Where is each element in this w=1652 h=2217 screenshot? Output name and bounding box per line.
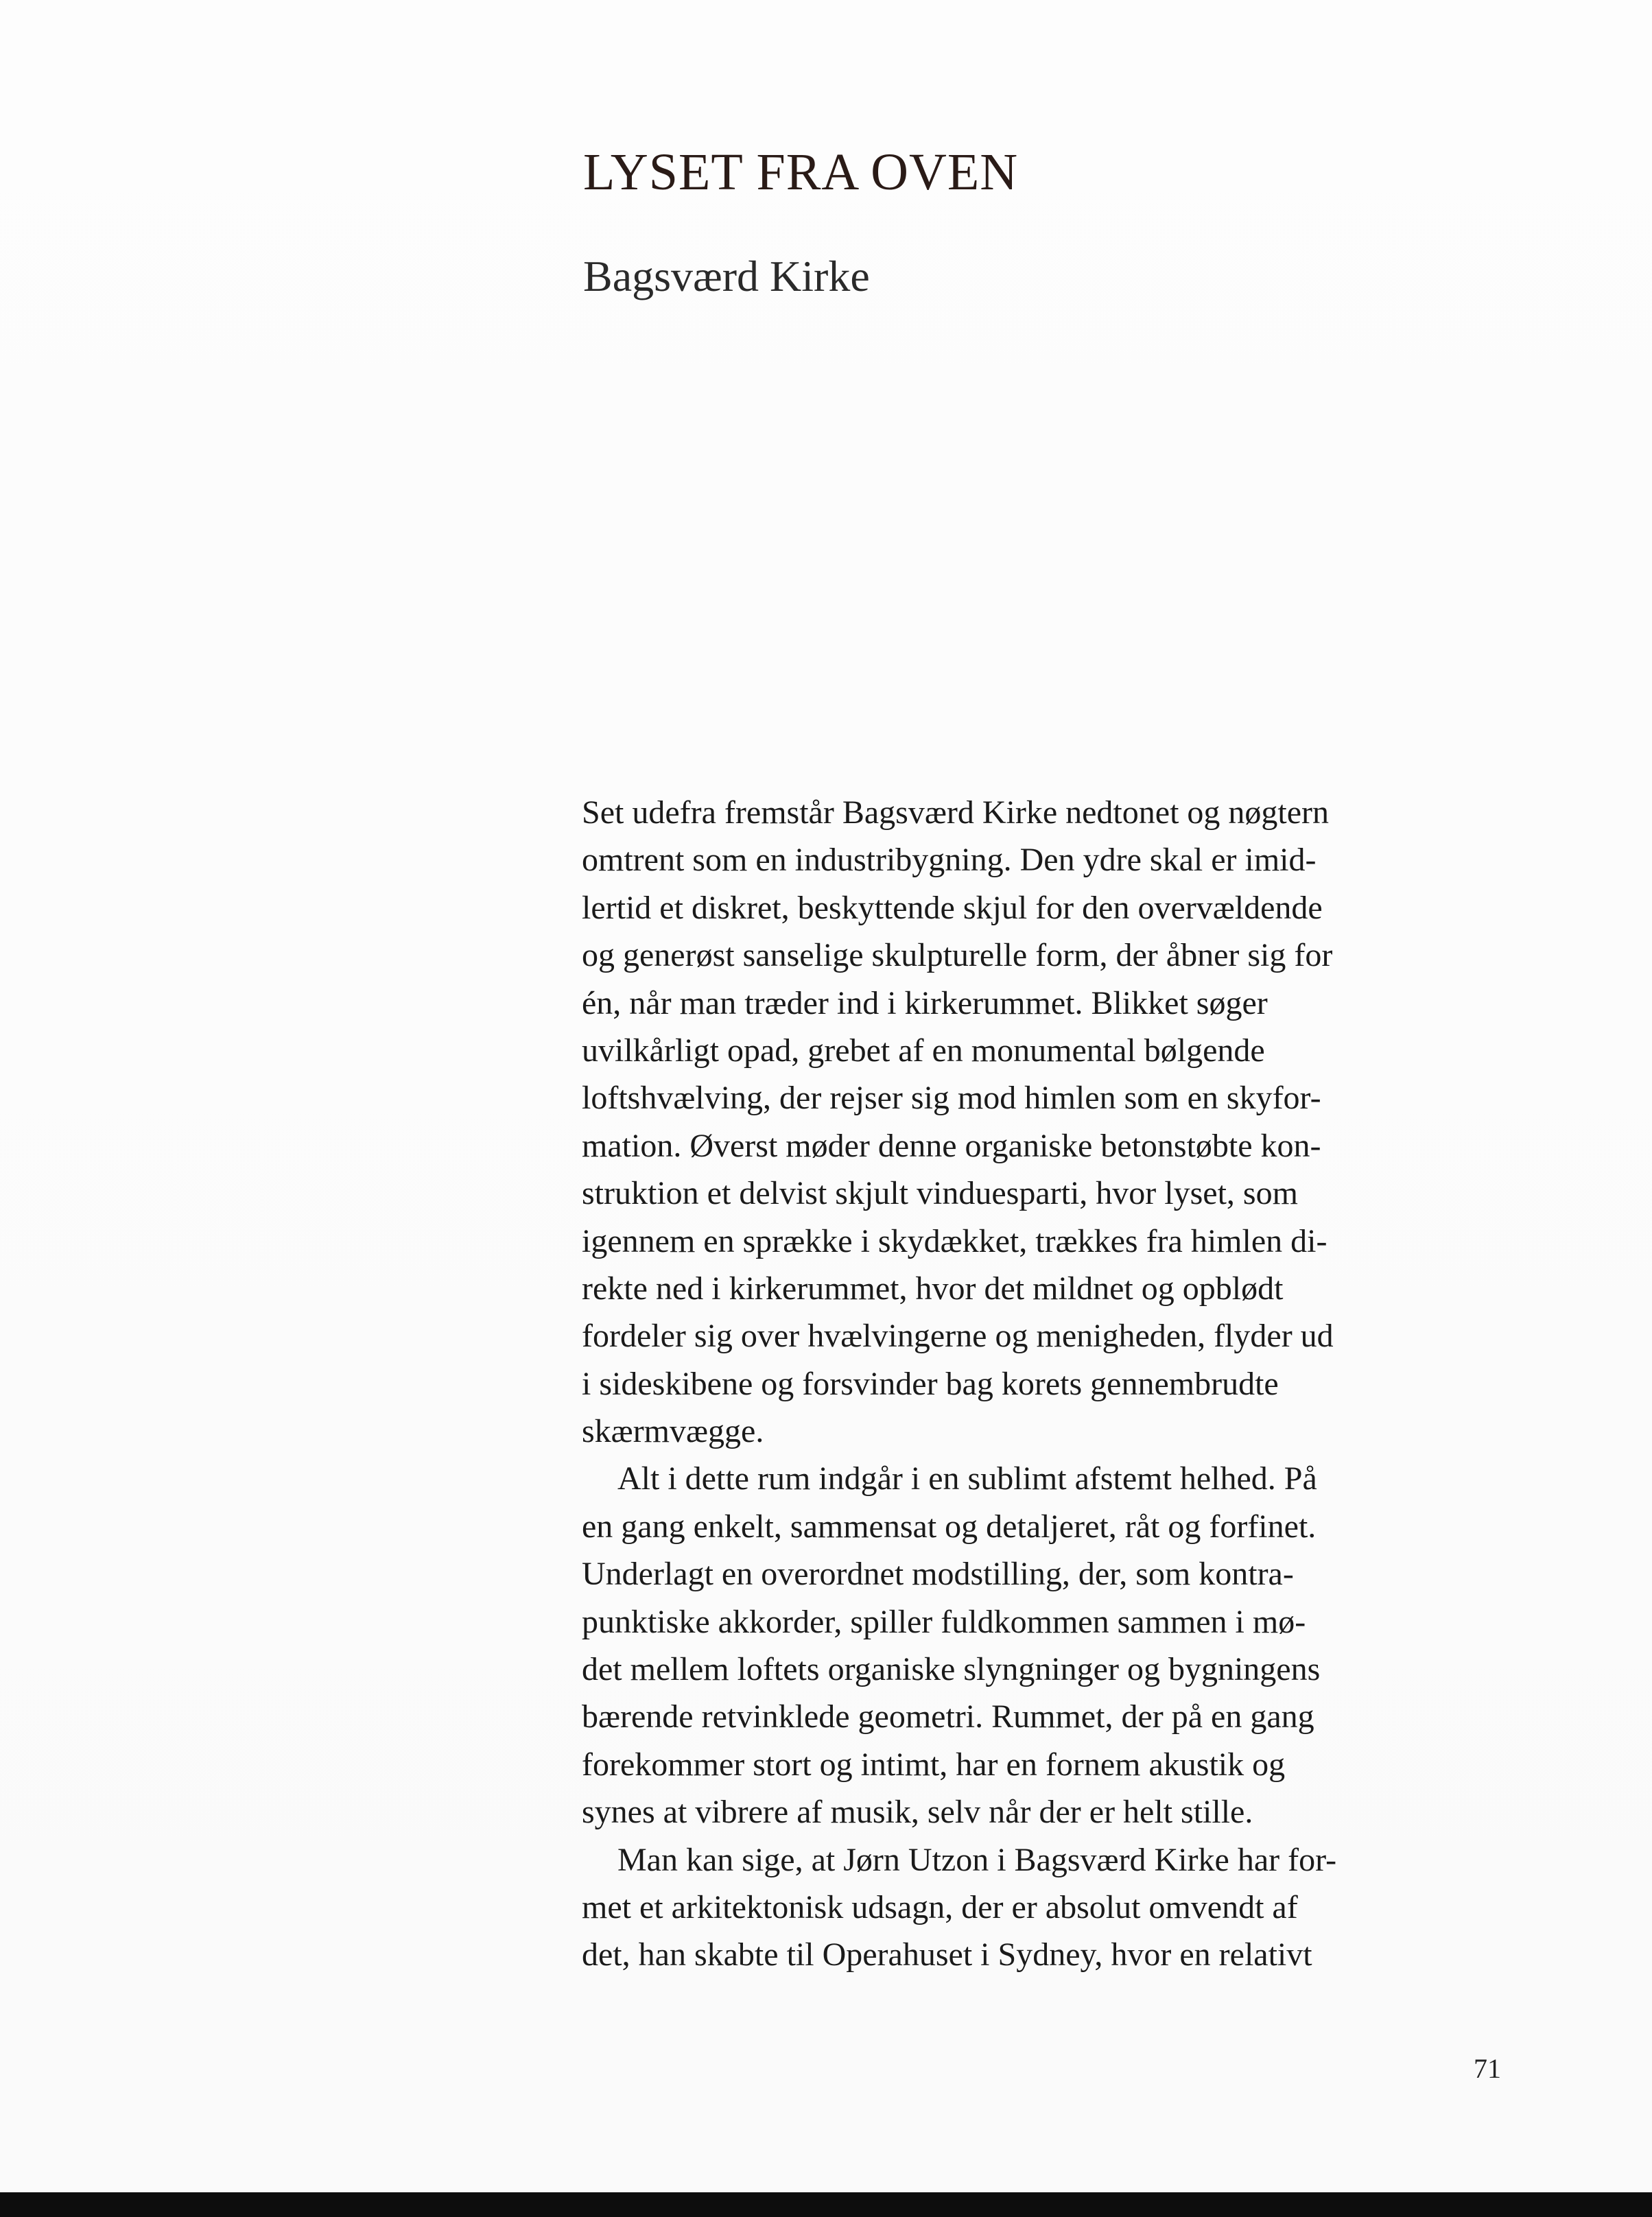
text-line: skærmvægge. <box>582 1413 764 1450</box>
text-line: forekommer stort og intimt, har en fornem akustik og <box>582 1746 1286 1783</box>
page-title: LYSET FRA OVEN <box>583 143 1019 201</box>
text-line: punktiske akkorder, spiller fuldkommen sammen i mø- <box>582 1603 1306 1640</box>
scan-edge-shadow <box>0 2192 1652 2217</box>
text-line: Alt i dette rum indgår i en sublimt afstemt helhed. På <box>617 1460 1317 1497</box>
text-line: uvilkårligt opad, grebet af en monumental bølgende <box>582 1032 1265 1069</box>
text-line: omtrent som en industribygning. Den ydre skal er imid- <box>582 842 1317 879</box>
text-line: rekte ned i kirkerummet, hvor det mildnet og opblødt <box>582 1270 1284 1307</box>
text-line: Set udefra fremstår Bagsværd Kirke nedtonet og nøgtern <box>582 794 1330 831</box>
text-line: lertid et diskret, beskyttende skjul for den overvældende <box>582 889 1323 926</box>
text-line: loftshvælving, der rejser sig mod himlen som en skyfor- <box>582 1080 1321 1117</box>
text-line: i sideskibene og forsvinder bag korets gennembrudte <box>582 1365 1279 1402</box>
text-line: en gang enkelt, sammensat og detaljeret, råt og forfinet. <box>582 1508 1317 1545</box>
text-line: Man kan sige, at Jørn Utzon i Bagsværd Kirke har for- <box>617 1841 1337 1878</box>
body-text <box>582 789 1474 1979</box>
text-line: én, når man træder ind i kirkerummet. Blikket søger <box>582 984 1268 1021</box>
text-line: synes at vibrere af musik, selv når der er helt stille. <box>582 1794 1253 1831</box>
text-line: igennem en sprække i skydækket, trækkes fra himlen di- <box>582 1222 1328 1259</box>
text-line: Underlagt en overordnet modstilling, der, som kontra- <box>582 1556 1294 1593</box>
page-number: 71 <box>1474 2053 1501 2084</box>
text-line: og generøst sanselige skulpturelle form, der åbner sig for <box>582 937 1333 974</box>
text-line: fordeler sig over hvælvingerne og menigheden, flyder ud <box>582 1318 1334 1355</box>
text-line: met et arkitektonisk udsagn, der er absolut omvendt af <box>582 1888 1298 1925</box>
text-line: det mellem loftets organiske slyngninger og bygningens <box>582 1651 1321 1688</box>
text-line: det, han skabte til Operahuset i Sydney, hvor en relativt <box>582 1936 1312 1973</box>
text-line: struktion et delvist skjult vinduesparti, hvor lyset, som <box>582 1175 1298 1212</box>
text-line: bærende retvinklede geometri. Rummet, der på en gang <box>582 1698 1314 1735</box>
text-line: mation. Øverst møder denne organiske betonstøbte kon- <box>582 1127 1321 1164</box>
page-subtitle: Bagsværd Kirke <box>583 252 870 300</box>
